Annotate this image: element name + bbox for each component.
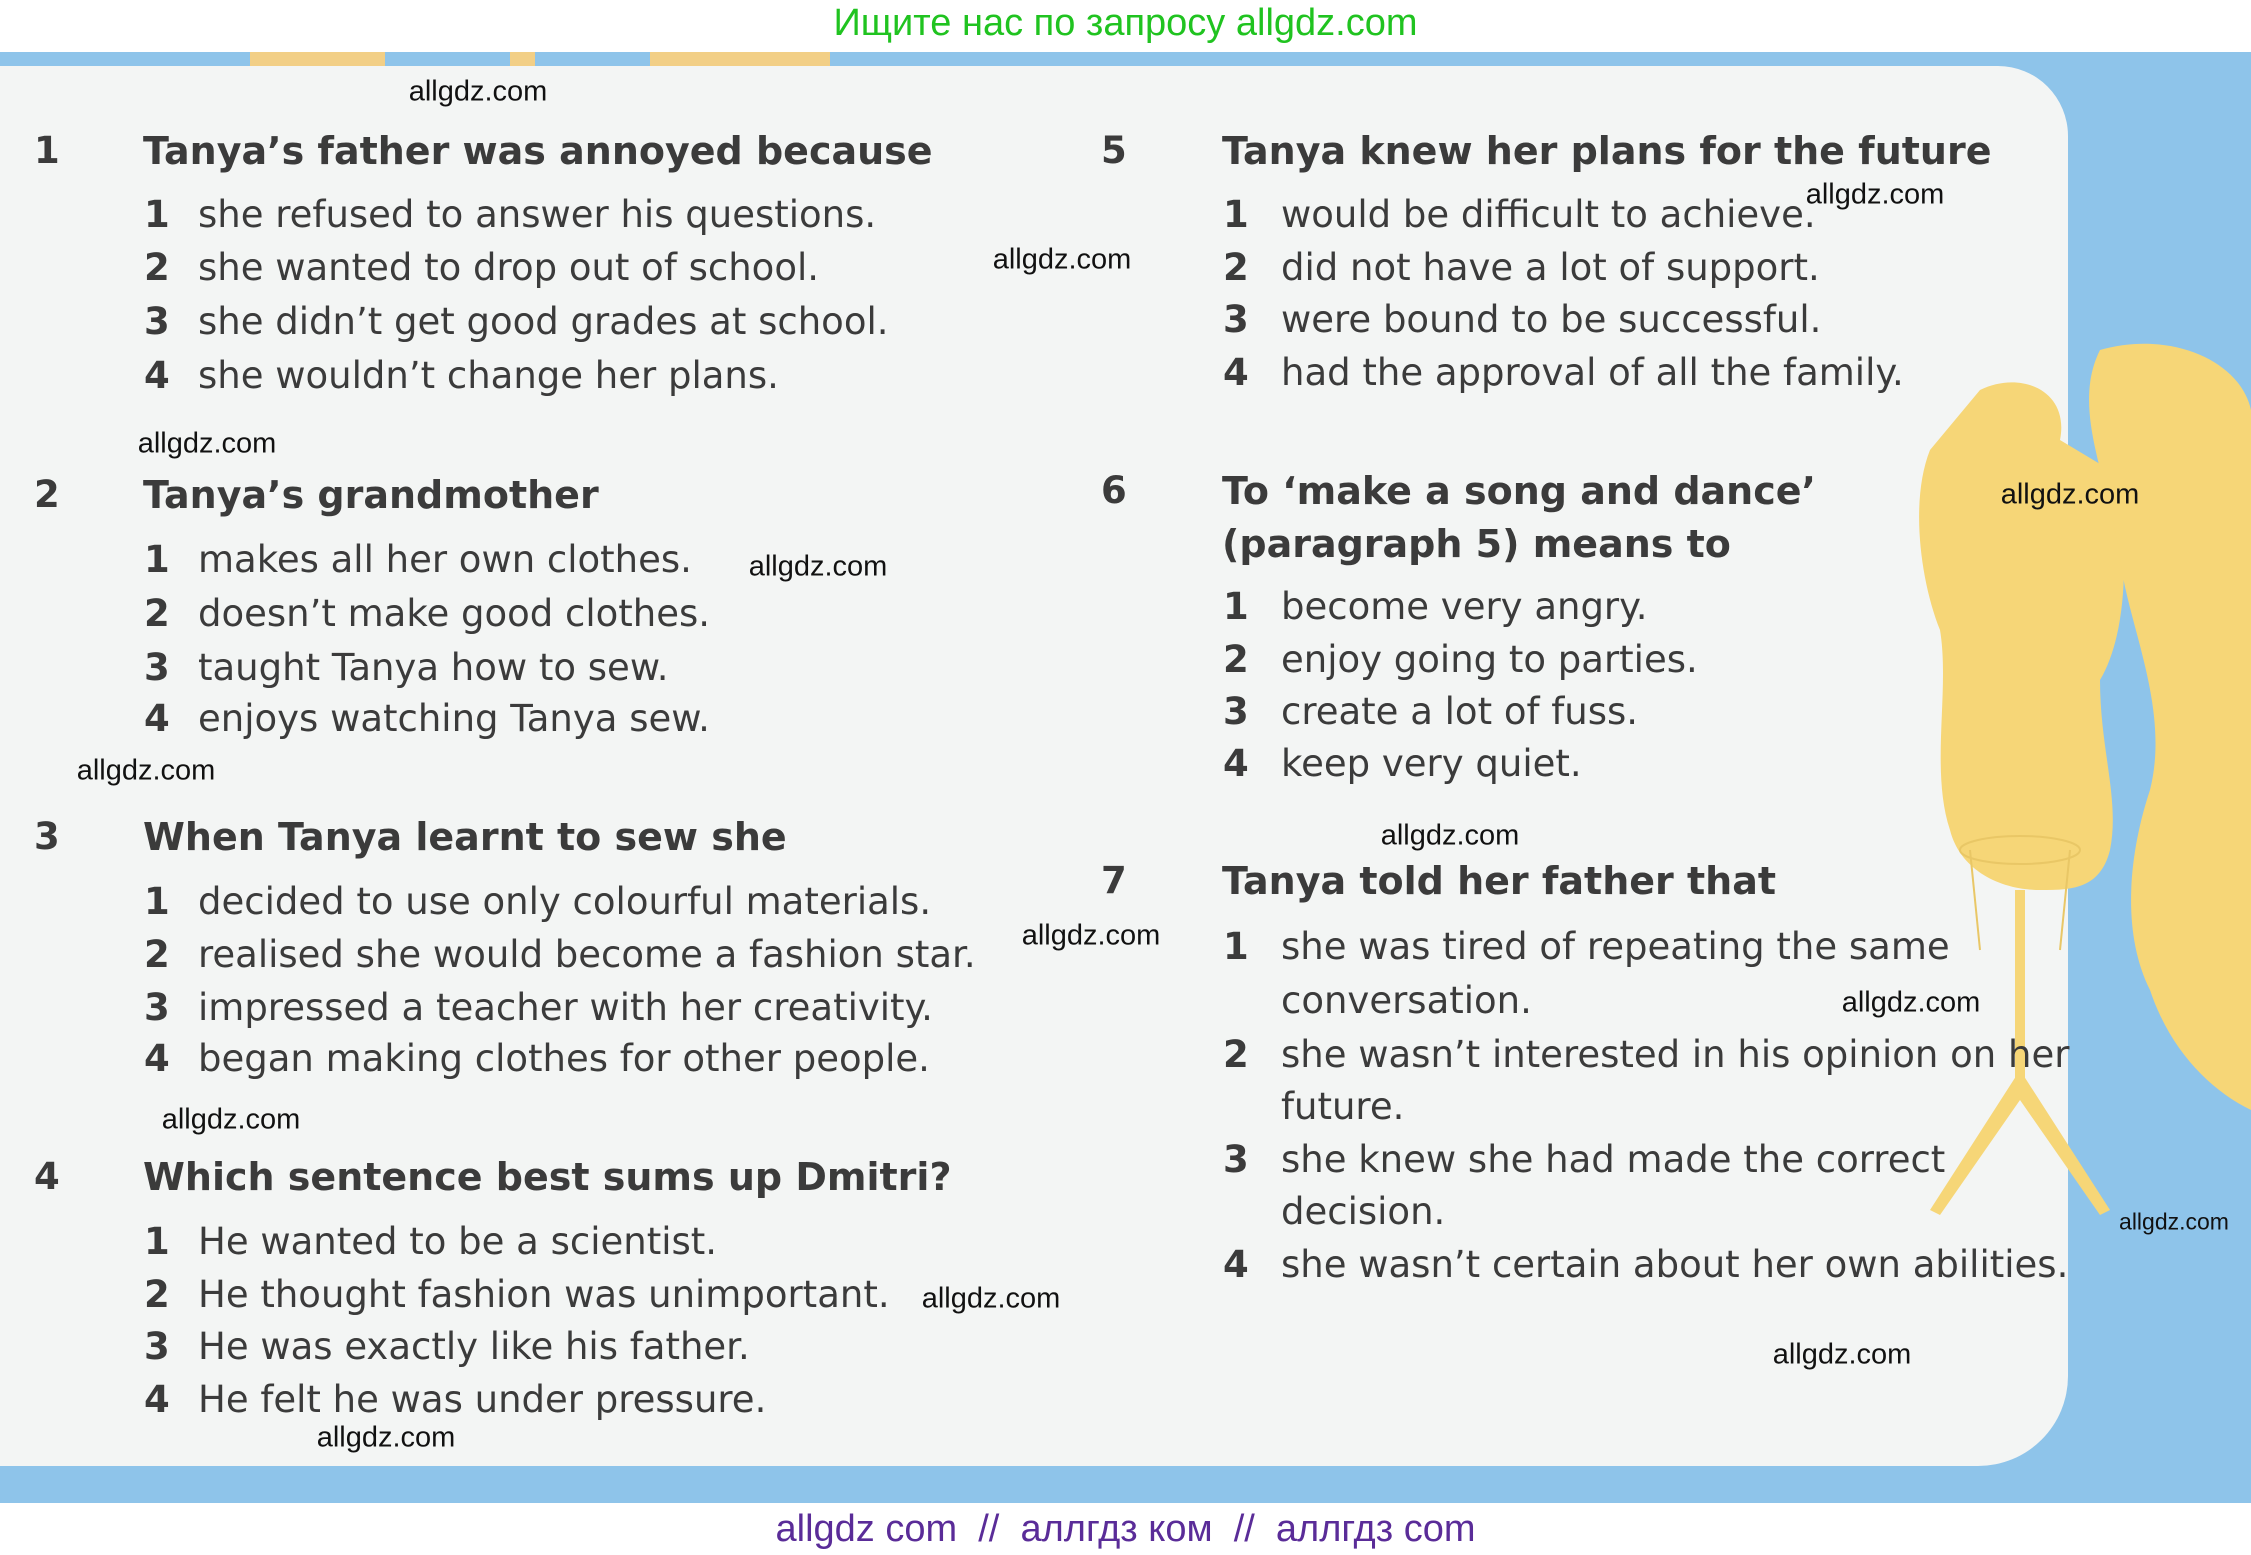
- option-number: 2: [144, 933, 170, 976]
- option-text: she was tired of repeating the same: [1281, 925, 1950, 968]
- watermark: allgdz.com: [1841, 986, 1981, 1019]
- option-text: would be difficult to achieve.: [1281, 193, 1816, 236]
- option-number: 1: [144, 880, 170, 923]
- top-banner-text: Ищите нас по запросу allgdz.com: [833, 2, 1418, 44]
- option-number: 4: [144, 697, 170, 740]
- option-text: she refused to answer his questions.: [198, 193, 877, 236]
- option-number: 1: [144, 193, 170, 236]
- question-heading: Tanya told her father that: [1222, 859, 1777, 903]
- option-text: she didn’t get good grades at school.: [198, 300, 889, 343]
- option-text-continued: decision.: [1281, 1190, 1446, 1233]
- option-text-continued: conversation.: [1281, 979, 1532, 1022]
- option-text: keep very quiet.: [1281, 742, 1582, 785]
- option-text: she wasn’t interested in his opinion on her: [1281, 1033, 2070, 1076]
- option-number: 4: [1223, 742, 1249, 785]
- watermark: allgdz.com: [2000, 478, 2140, 511]
- question-number: 4: [34, 1155, 60, 1198]
- option-text: began making clothes for other people.: [198, 1037, 930, 1080]
- watermark: allgdz.com: [1380, 819, 1520, 852]
- watermark: allgdz.com: [76, 754, 216, 787]
- option-text: realised she would become a fashion star.: [198, 933, 976, 976]
- question-heading: Which sentence best sums up Dmitri?: [143, 1155, 952, 1199]
- option-number: 2: [1223, 638, 1249, 681]
- option-text: were bound to be successful.: [1281, 298, 1822, 341]
- option-text: impressed a teacher with her creativity.: [198, 986, 933, 1029]
- question-heading-line2: (paragraph 5) means to: [1222, 522, 1731, 566]
- option-text: create a lot of fuss.: [1281, 690, 1639, 733]
- option-text: makes all her own clothes.: [198, 538, 692, 581]
- question-heading: Tanya’s grandmother: [143, 473, 599, 517]
- bottom-banner-text: allgdz com // аллгдз ком // аллгдз com: [775, 1508, 1476, 1550]
- decorative-tab: [650, 52, 830, 66]
- option-number: 3: [1223, 298, 1249, 341]
- option-number: 3: [1223, 1138, 1249, 1181]
- question-heading: When Tanya learnt to sew she: [143, 815, 787, 859]
- question-number: 5: [1101, 129, 1127, 172]
- option-text: she wouldn’t change her plans.: [198, 354, 779, 397]
- option-number: 2: [144, 592, 170, 635]
- option-number: 2: [1223, 246, 1249, 289]
- option-text: did not have a lot of support.: [1281, 246, 1820, 289]
- option-number: 1: [1223, 925, 1249, 968]
- option-text: she wasn’t certain about her own abilities.: [1281, 1243, 2069, 1286]
- option-number: 3: [144, 986, 170, 1029]
- option-number: 1: [1223, 193, 1249, 236]
- question-heading: Tanya’s father was annoyed because: [143, 129, 933, 173]
- option-number: 3: [1223, 690, 1249, 733]
- option-text: doesn’t make good clothes.: [198, 592, 711, 635]
- bottom-banner: [0, 1503, 2251, 1555]
- option-text: He wanted to be a scientist.: [198, 1220, 718, 1263]
- option-text: she knew she had made the correct: [1281, 1138, 1946, 1181]
- option-number: 2: [144, 1273, 170, 1316]
- question-heading: Tanya knew her plans for the future: [1222, 129, 1992, 173]
- question-number: 6: [1101, 469, 1127, 512]
- question-number: 1: [34, 129, 60, 172]
- option-number: 4: [1223, 351, 1249, 394]
- option-text-continued: future.: [1281, 1085, 1405, 1128]
- option-text: had the approval of all the family.: [1281, 351, 1904, 394]
- option-text: enjoys watching Tanya sew.: [198, 697, 710, 740]
- watermark: allgdz.com: [2119, 1208, 2229, 1235]
- option-number: 2: [144, 246, 170, 289]
- option-number: 1: [144, 538, 170, 581]
- decorative-tab: [510, 52, 535, 66]
- option-number: 1: [144, 1220, 170, 1263]
- question-number: 3: [34, 815, 60, 858]
- watermark: allgdz.com: [748, 550, 888, 583]
- question-number: 7: [1101, 859, 1127, 902]
- option-text: He was exactly like his father.: [198, 1325, 750, 1368]
- watermark: allgdz.com: [408, 75, 548, 108]
- watermark: allgdz.com: [1805, 178, 1945, 211]
- watermark: allgdz.com: [1021, 919, 1161, 952]
- option-number: 3: [144, 1325, 170, 1368]
- watermark: allgdz.com: [316, 1421, 456, 1454]
- watermark: allgdz.com: [137, 427, 277, 460]
- option-text: decided to use only colourful materials.: [198, 880, 932, 923]
- option-text: she wanted to drop out of school.: [198, 246, 819, 289]
- option-number: 4: [144, 354, 170, 397]
- decorative-tab: [250, 52, 385, 66]
- question-number: 2: [34, 473, 60, 516]
- watermark: allgdz.com: [921, 1282, 1061, 1315]
- option-number: 4: [1223, 1243, 1249, 1286]
- option-text: taught Tanya how to sew.: [198, 646, 669, 689]
- option-text: enjoy going to parties.: [1281, 638, 1698, 681]
- watermark: allgdz.com: [992, 243, 1132, 276]
- option-number: 4: [144, 1378, 170, 1421]
- option-number: 3: [144, 300, 170, 343]
- watermark: allgdz.com: [161, 1103, 301, 1136]
- option-number: 1: [1223, 585, 1249, 628]
- option-text: He felt he was under pressure.: [198, 1378, 767, 1421]
- watermark: allgdz.com: [1772, 1338, 1912, 1371]
- option-text: become very angry.: [1281, 585, 1648, 628]
- option-text: He thought fashion was unimportant.: [198, 1273, 890, 1316]
- option-number: 4: [144, 1037, 170, 1080]
- question-heading: To ‘make a song and dance’: [1222, 469, 1816, 513]
- option-number: 3: [144, 646, 170, 689]
- option-number: 2: [1223, 1033, 1249, 1076]
